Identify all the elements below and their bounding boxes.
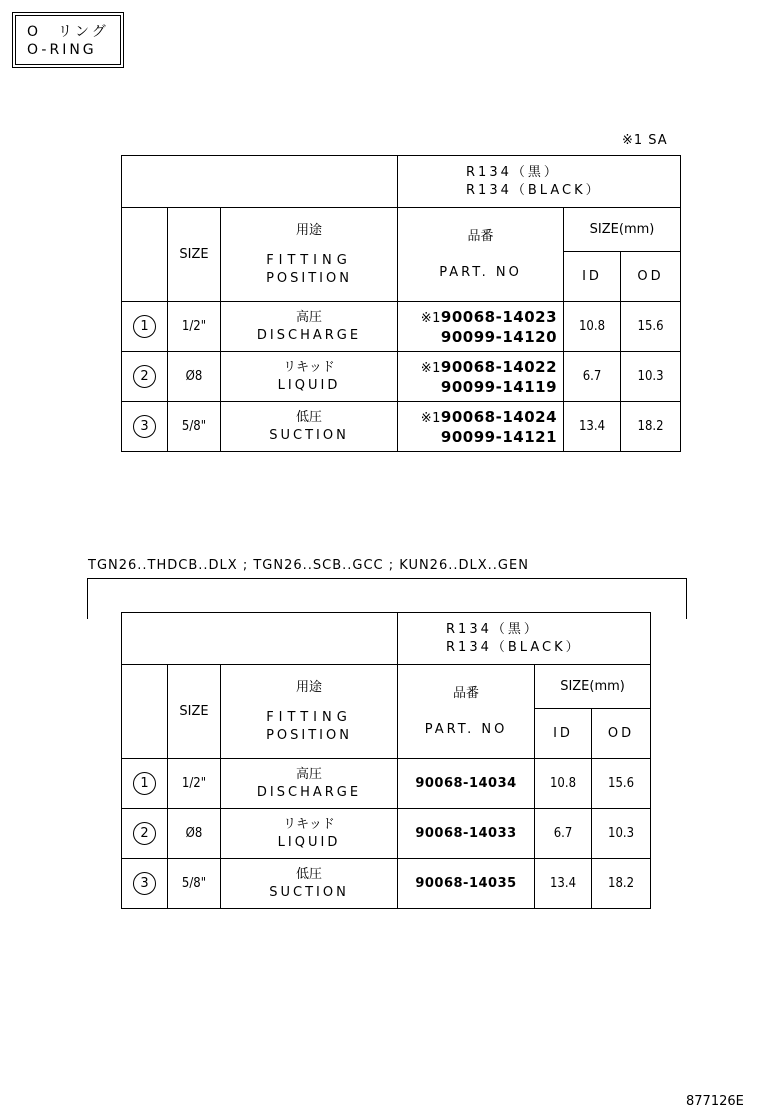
row-size: 5/8" [168, 859, 221, 909]
header-part-jp: 品番 [453, 685, 480, 701]
header-blank [122, 613, 398, 665]
header-id: ID [564, 252, 621, 302]
row-size: 1/2" [168, 302, 221, 352]
row-part-1: 90068-14034 [398, 759, 535, 809]
row-number-badge: 3 [133, 415, 156, 438]
row-use-jp: 高圧 [296, 309, 323, 325]
row-size: 5/8" [168, 402, 221, 452]
header-no [122, 665, 168, 759]
row-part-1: 90068-14023 [440, 307, 558, 326]
row-use-en: SUCTION [269, 884, 349, 900]
row-od: 10.3 [592, 809, 651, 859]
row-part [398, 402, 564, 452]
row-use-jp: リキッド [283, 359, 335, 375]
row-part-2: 90099-14121 [440, 427, 558, 446]
row-part-1: 90068-14033 [398, 809, 535, 859]
row-id: 10.8 [535, 759, 592, 809]
row-use [221, 402, 398, 452]
header-od: OD [621, 252, 681, 302]
header-use-en-2: POSITION [266, 270, 352, 286]
row-size: Ø8 [168, 809, 221, 859]
row-od: 18.2 [592, 859, 651, 909]
row-number-badge: 1 [133, 315, 156, 338]
oring-table-1 [121, 155, 681, 452]
row-size: 1/2" [168, 759, 221, 809]
row-id: 6.7 [535, 809, 592, 859]
table-row [122, 352, 681, 402]
row-use [221, 759, 398, 809]
refrigerant-jp: R134（黒） [466, 164, 560, 180]
row-number-badge: 2 [133, 822, 156, 845]
row-mark: ※1 [420, 310, 441, 326]
header-size-mm: SIZE(mm) [564, 208, 681, 252]
refrigerant-header [398, 613, 651, 665]
row-use-en: LIQUID [277, 377, 341, 393]
row-od: 15.6 [592, 759, 651, 809]
table-row [122, 402, 681, 452]
header-part-en: PART. NO [424, 721, 508, 737]
table-header-group [122, 613, 651, 665]
row-size: Ø8 [168, 352, 221, 402]
header-size-mm: SIZE(mm) [535, 665, 651, 709]
title-box [12, 12, 124, 68]
figure-number: 877126E [686, 1094, 744, 1109]
bracket-right [686, 578, 687, 619]
header-use [221, 208, 398, 302]
header-part-jp: 品番 [467, 228, 494, 244]
header-use-jp: 用途 [296, 222, 323, 238]
oring-table-2 [121, 612, 651, 909]
row-number-badge: 1 [133, 772, 156, 795]
row-number-badge: 3 [133, 872, 156, 895]
header-blank [122, 156, 398, 208]
header-use [221, 665, 398, 759]
header-use-en-1: FITTING [266, 709, 352, 725]
row-part-2: 90099-14119 [440, 377, 558, 396]
header-part [398, 665, 535, 759]
row-use-jp: 低圧 [296, 409, 323, 425]
row-use-en: SUCTION [269, 427, 349, 443]
row-part [398, 302, 564, 352]
row-use-en: DISCHARGE [256, 784, 362, 800]
row-id: 13.4 [535, 859, 592, 909]
row-use-en: LIQUID [277, 834, 341, 850]
row-id: 6.7 [564, 352, 621, 402]
refrigerant-jp: R134（黒） [446, 621, 540, 637]
row-use [221, 302, 398, 352]
row-id: 10.8 [564, 302, 621, 352]
row-part-2: 90099-14120 [440, 327, 558, 346]
row-use-en: DISCHARGE [256, 327, 362, 343]
row-mark: ※1 [420, 410, 441, 426]
row-od: 15.6 [621, 302, 681, 352]
header-part-en: PART. NO [439, 264, 522, 280]
header-size: SIZE [168, 208, 221, 302]
title-en: O-RING [27, 42, 97, 58]
row-use-jp: 低圧 [296, 866, 323, 882]
title-jp: O リング [27, 24, 109, 40]
header-no [122, 208, 168, 302]
row-part-1: 90068-14035 [398, 859, 535, 909]
model-codes: TGN26..THDCB..DLX ; TGN26..SCB..GCC ; KUN26..DLX..GEN [88, 558, 529, 573]
row-use-jp: 高圧 [296, 766, 323, 782]
table-row [122, 859, 651, 909]
refrigerant-en: R134（BLACK） [466, 182, 602, 198]
row-id: 13.4 [564, 402, 621, 452]
refrigerant-en: R134（BLACK） [446, 639, 582, 655]
row-od: 10.3 [621, 352, 681, 402]
refrigerant-header [398, 156, 681, 208]
header-id: ID [535, 709, 592, 759]
table-row [122, 759, 651, 809]
header-od: OD [592, 709, 651, 759]
table-header-row [122, 208, 681, 252]
row-number-badge: 2 [133, 365, 156, 388]
row-mark: ※1 [420, 360, 441, 376]
row-use-jp: リキッド [283, 816, 335, 832]
header-use-en-2: POSITION [266, 727, 352, 743]
bracket-top [87, 578, 687, 579]
sa-note: ※1 SA [622, 133, 668, 148]
row-part-1: 90068-14024 [440, 407, 558, 426]
row-od: 18.2 [621, 402, 681, 452]
header-part [398, 208, 564, 302]
bracket-left [87, 578, 88, 619]
table-row [122, 809, 651, 859]
header-use-jp: 用途 [296, 679, 323, 695]
table-header-group [122, 156, 681, 208]
row-part-1: 90068-14022 [440, 357, 558, 376]
header-use-en-1: FITTING [266, 252, 352, 268]
row-use [221, 809, 398, 859]
table-header-row [122, 665, 651, 709]
table-row [122, 302, 681, 352]
header-size: SIZE [168, 665, 221, 759]
row-use [221, 859, 398, 909]
row-use [221, 352, 398, 402]
row-part [398, 352, 564, 402]
